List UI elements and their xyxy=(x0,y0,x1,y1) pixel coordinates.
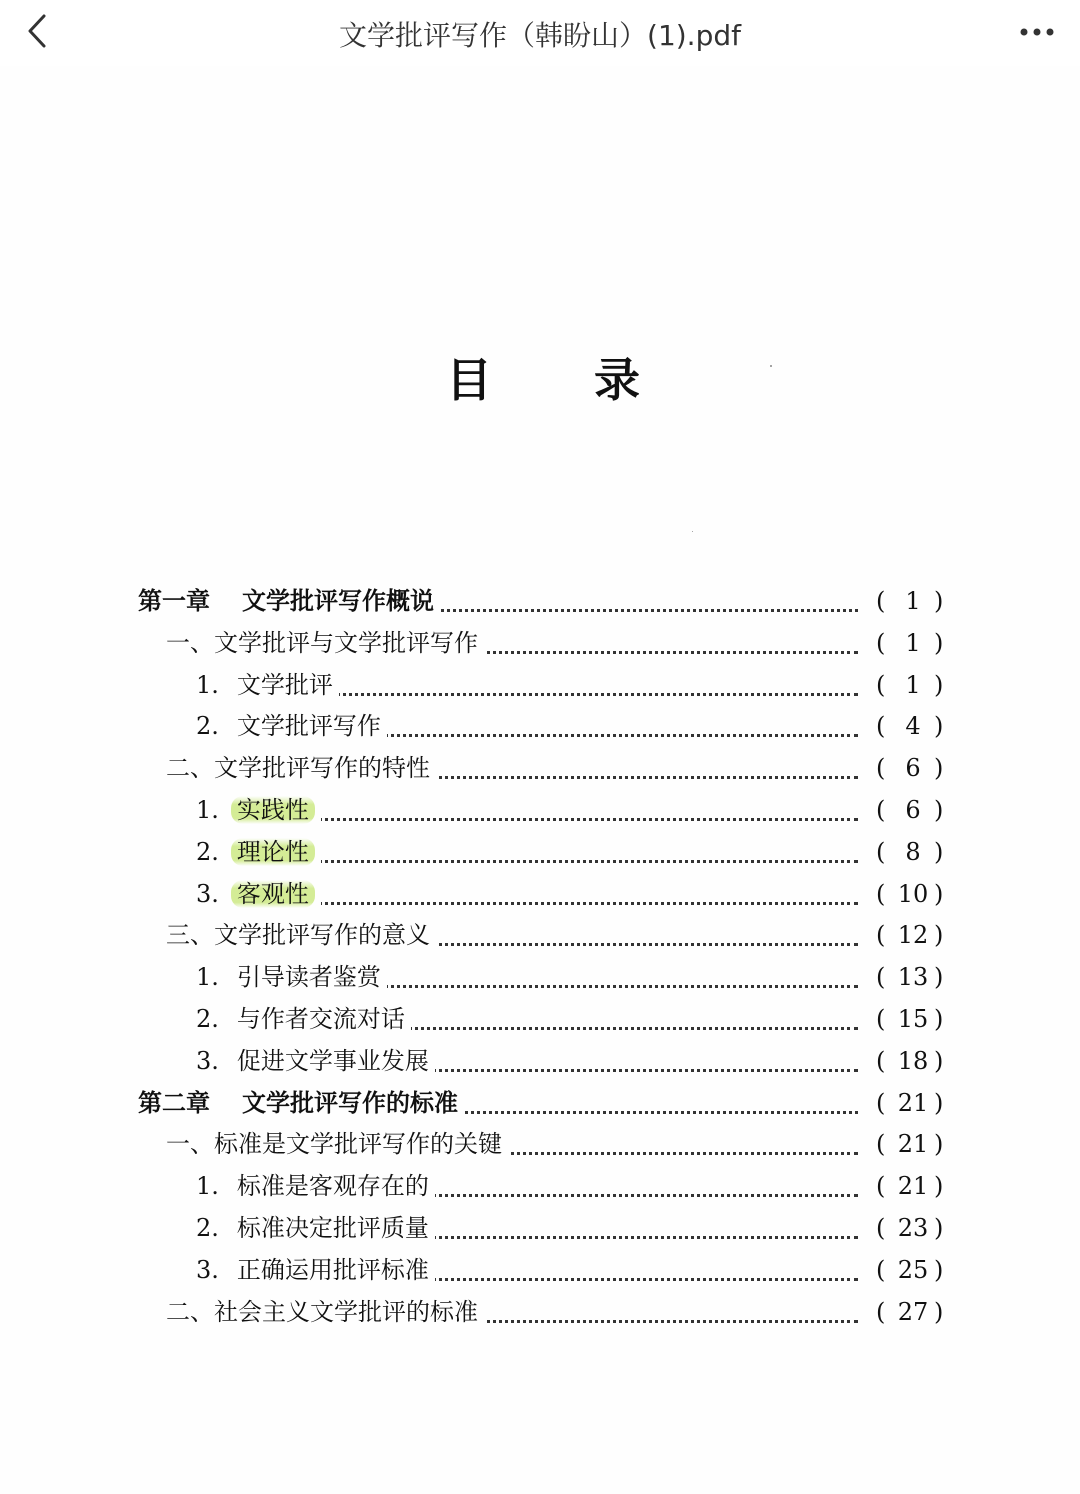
scan-speck xyxy=(770,365,772,367)
toc-heading-char-2: 录 xyxy=(594,353,640,407)
page-number-value: 12 xyxy=(897,921,929,950)
page-number-value: 6 xyxy=(905,754,921,783)
toc-entry[interactable] xyxy=(0,580,1080,622)
toc-entry-title: 社会主义文学批评的标准 xyxy=(214,1297,478,1326)
toc-entry-number: 第一章 xyxy=(138,586,210,615)
paren-open: ( xyxy=(876,754,886,783)
toc-entry-number: 1. xyxy=(196,963,219,992)
toc-entry-label xyxy=(196,1040,435,1082)
paren-open: ( xyxy=(876,1172,886,1201)
toc-entry-title: 引导读者鉴赏 xyxy=(236,963,381,992)
toc-entry-number: 2. xyxy=(196,712,219,741)
toc-entry-title: 标准是客观存在的 xyxy=(236,1172,429,1201)
paren-open: ( xyxy=(876,670,886,699)
toc-entry[interactable] xyxy=(0,1040,1080,1082)
toc-entry-label xyxy=(138,1082,464,1124)
pdf-page xyxy=(0,66,1080,1494)
page-number-value: 15 xyxy=(897,1005,929,1033)
toc-entry-label xyxy=(196,831,321,873)
more-horizontal-icon xyxy=(1016,14,1062,50)
toc-entry[interactable] xyxy=(0,998,1080,1040)
paren-open: ( xyxy=(876,921,886,950)
paren-open: ( xyxy=(876,879,886,908)
paren-close: ) xyxy=(934,1255,944,1284)
toc-entry-label xyxy=(166,747,436,789)
page-number-value: 23 xyxy=(897,1214,929,1242)
toc-entry-number: 二、 xyxy=(166,1297,214,1326)
toc-entry[interactable] xyxy=(0,831,1080,873)
toc-entry-title: 文学批评写作概说 xyxy=(242,586,434,615)
toc-entry-number: 1. xyxy=(196,796,219,824)
toc-entry[interactable] xyxy=(0,622,1080,664)
toc-entry[interactable] xyxy=(0,789,1080,831)
paren-open: ( xyxy=(876,1088,886,1117)
toc-entry-title: 促进文学事业发展 xyxy=(236,1046,429,1075)
toc-entry-title: 标准决定批评质量 xyxy=(236,1214,429,1242)
page-number-value: 21 xyxy=(897,1172,929,1201)
top-bar xyxy=(0,0,1080,66)
page-number-value: 8 xyxy=(905,837,921,866)
toc-entry-label xyxy=(196,705,387,747)
page-number-value: 10 xyxy=(897,879,929,908)
paren-open: ( xyxy=(876,837,886,866)
toc-entry-title: 文学批评写作的特性 xyxy=(214,754,430,783)
paren-close: ) xyxy=(934,670,944,699)
paren-open: ( xyxy=(876,1046,886,1075)
page-number-value: 21 xyxy=(897,1130,929,1159)
toc-entry-title: 文学批评写作的标准 xyxy=(242,1087,458,1117)
toc-entry[interactable] xyxy=(0,956,1080,998)
paren-close: ) xyxy=(934,1130,944,1159)
paren-open: ( xyxy=(876,1005,886,1033)
toc-entry-title: 文学批评写作的意义 xyxy=(214,921,430,950)
toc-entry[interactable] xyxy=(0,1249,1080,1291)
toc-entry-title-highlighted: 理论性 xyxy=(231,838,315,866)
toc-entry-label xyxy=(166,914,436,956)
toc-entry-number: 2. xyxy=(196,1214,219,1242)
paren-close: ) xyxy=(934,712,944,741)
page-number-value: 4 xyxy=(905,712,921,741)
toc-entry-title-highlighted: 客观性 xyxy=(231,880,315,908)
paren-open: ( xyxy=(876,796,886,824)
page-number-value: 21 xyxy=(897,1088,929,1117)
toc-entry-title: 文学批评写作 xyxy=(236,712,381,741)
toc-entry-label xyxy=(166,1291,484,1333)
page-number-value: 1 xyxy=(905,587,921,615)
toc-entry-number: 第二章 xyxy=(138,1087,210,1117)
toc-entry-label xyxy=(196,956,387,998)
paren-close: ) xyxy=(934,1297,944,1326)
paren-close: ) xyxy=(934,879,944,908)
toc-entry-label xyxy=(196,998,411,1040)
toc-entry-label xyxy=(196,1249,435,1291)
paren-close: ) xyxy=(934,1214,944,1242)
toc-heading xyxy=(446,344,646,407)
toc-entry[interactable] xyxy=(0,1291,1080,1333)
paren-open: ( xyxy=(876,587,886,615)
toc-entry-title: 与作者交流对话 xyxy=(236,1005,405,1033)
toc-entry[interactable] xyxy=(0,664,1080,706)
toc-entry-label xyxy=(138,580,440,622)
paren-close: ) xyxy=(934,921,944,950)
toc-entry[interactable] xyxy=(0,914,1080,956)
paren-close: ) xyxy=(934,963,944,992)
toc-entry-label xyxy=(196,873,321,915)
more-button[interactable] xyxy=(1016,14,1062,50)
scan-speck xyxy=(692,531,693,532)
toc-entry-number: 二、 xyxy=(166,754,214,783)
page-number-value: 13 xyxy=(897,963,929,992)
paren-open: ( xyxy=(876,1297,886,1326)
toc-entry[interactable] xyxy=(0,747,1080,789)
toc-entry-label xyxy=(196,789,321,831)
paren-close: ) xyxy=(934,587,944,615)
paren-close: ) xyxy=(934,1172,944,1201)
page-number-value: 27 xyxy=(897,1297,929,1326)
toc-entry[interactable] xyxy=(0,705,1080,747)
toc-entry-number: 2. xyxy=(196,837,219,866)
toc-entry-label xyxy=(196,664,339,706)
chevron-left-icon xyxy=(14,8,60,54)
paren-close: ) xyxy=(934,1046,944,1075)
toc-entry-title: 文学批评与文学批评写作 xyxy=(214,628,478,657)
document-title: 文学批评写作（韩盼山）(1).pdf xyxy=(339,19,741,52)
page-number-value: 6 xyxy=(905,796,921,824)
toc-entry-number: 三、 xyxy=(166,921,214,950)
toc-entry-label xyxy=(166,1123,508,1165)
paren-close: ) xyxy=(934,1005,944,1033)
toc-entry-number: 一、 xyxy=(166,1130,214,1159)
toc-entry[interactable] xyxy=(0,1165,1080,1207)
toc-entry[interactable] xyxy=(0,873,1080,915)
paren-open: ( xyxy=(876,1130,886,1159)
paren-close: ) xyxy=(934,754,944,783)
toc-entry[interactable] xyxy=(0,1207,1080,1249)
toc-heading-char-1: 目 xyxy=(446,353,492,407)
paren-close: ) xyxy=(934,796,944,824)
toc-entry-label xyxy=(196,1165,435,1207)
toc-entry-title-highlighted: 实践性 xyxy=(231,796,315,824)
page-number-value: 1 xyxy=(905,670,921,699)
paren-open: ( xyxy=(876,628,886,657)
page-number-value: 1 xyxy=(905,628,921,657)
paren-close: ) xyxy=(934,1088,944,1117)
toc-entry-title: 文学批评 xyxy=(236,670,333,699)
toc-entry-label xyxy=(166,622,484,664)
toc-entry-number: 3. xyxy=(196,879,219,908)
paren-open: ( xyxy=(876,1214,886,1242)
paren-close: ) xyxy=(934,628,944,657)
paren-open: ( xyxy=(876,963,886,992)
toc-entry-label xyxy=(196,1207,435,1249)
toc-entry[interactable] xyxy=(0,1123,1080,1165)
paren-open: ( xyxy=(876,1255,886,1284)
toc-entry-number: 2. xyxy=(196,1005,219,1033)
page-number-value: 25 xyxy=(897,1255,929,1284)
toc-entry-number: 3. xyxy=(196,1046,219,1075)
toc-entry-number: 3. xyxy=(196,1255,219,1284)
toc-entry[interactable] xyxy=(0,1082,1080,1124)
page-number-value: 18 xyxy=(897,1046,929,1075)
back-button[interactable] xyxy=(14,8,60,54)
paren-close: ) xyxy=(934,837,944,866)
toc-entry-number: 1. xyxy=(196,1172,219,1201)
toc-entry-title: 标准是文学批评写作的关键 xyxy=(214,1130,502,1159)
toc-entry-number: 1. xyxy=(196,670,219,699)
paren-open: ( xyxy=(876,712,886,741)
toc-entry-number: 一、 xyxy=(166,628,214,657)
toc-entry-title: 正确运用批评标准 xyxy=(236,1255,429,1284)
